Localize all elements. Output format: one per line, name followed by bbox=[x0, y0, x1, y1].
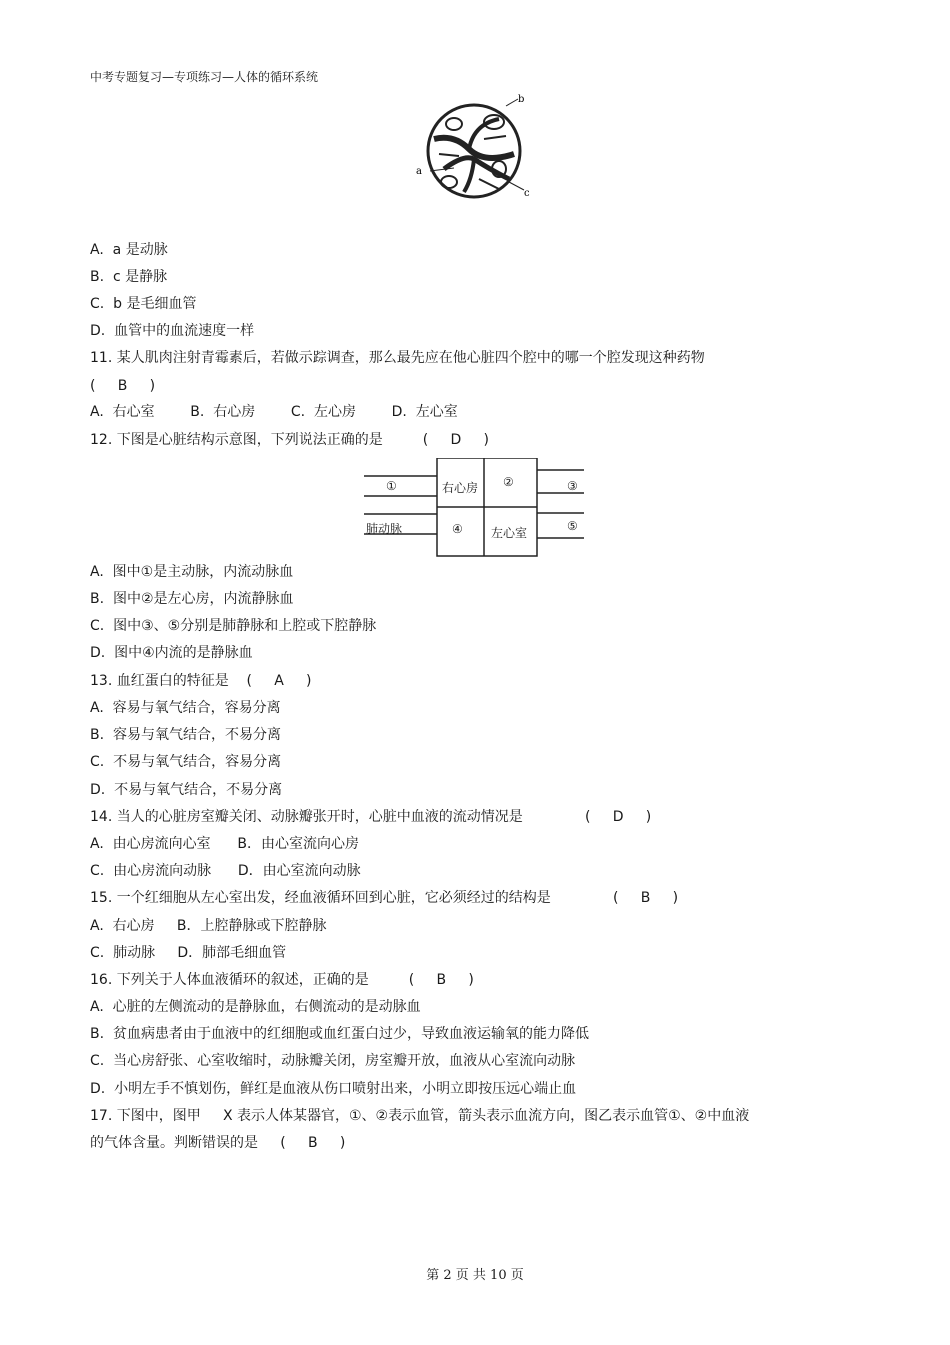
line-16b: B. 贫血病患者由于血液中的红细胞或血红蛋白过少，导致血液运输氧的能力降低 bbox=[90, 1026, 589, 1042]
line-13b: B. 容易与氧气结合，不易分离 bbox=[90, 727, 281, 743]
heart-label-left-ventricle: 左心室 bbox=[491, 526, 528, 540]
label-c: c bbox=[524, 188, 530, 199]
question-12: 12. 下图是心脏结构示意图，下列说法正确的是 ( D ) bbox=[90, 432, 489, 448]
page-footer: 第 2 页 共 10 页 bbox=[426, 1268, 524, 1283]
question-16: 16. 下列关于人体血液循环的叙述，正确的是 ( B ) bbox=[90, 972, 474, 988]
line-16c: C. 当心房舒张、心室收缩时，动脉瓣关闭，房室瓣开放，血液从心室流向动脉 bbox=[90, 1053, 576, 1069]
line-10d: D. 血管中的血流速度一样 bbox=[90, 323, 255, 339]
line-12a: A. 图中①是主动脉，内流动脉血 bbox=[90, 564, 294, 580]
heart-label-3: ③ bbox=[567, 479, 578, 493]
label-b: b bbox=[518, 94, 525, 105]
line-10b: B. c 是静脉 bbox=[90, 269, 168, 285]
line-14cd: C. 由心房流向动脉 D．由心室流向动脉 bbox=[90, 863, 361, 879]
heart-label-right-atrium: 右心房 bbox=[442, 481, 479, 495]
line-14ab: A. 由心房流向心室 B．由心室流向心房 bbox=[90, 836, 359, 852]
heart-label-1: ① bbox=[386, 479, 397, 493]
heart-label-4: ④ bbox=[452, 522, 463, 536]
line-12c: C. 图中③、⑤分别是肺静脉和上腔或下腔静脉 bbox=[90, 618, 377, 634]
line-13c: C. 不易与氧气结合，容易分离 bbox=[90, 754, 282, 770]
line-10a: A. a 是动脉 bbox=[90, 242, 168, 258]
line-15cd: C. 肺动脉 D．肺部毛细血管 bbox=[90, 945, 287, 961]
page-header: 中考专题复习—专项练习—人体的循环系统 bbox=[90, 70, 319, 84]
heart-structure-figure bbox=[364, 458, 584, 558]
question-11: 11. 某人肌肉注射青霉素后，若做示踪调查，那么最先应在他心脏四个腔中的哪一个腔发现这种药物 bbox=[90, 350, 705, 366]
line-12d: D. 图中④内流的是静脉血 bbox=[90, 645, 253, 661]
heart-label-pulmonary-artery: 肺动脉 bbox=[366, 522, 403, 536]
heart-label-2: ② bbox=[503, 475, 514, 489]
line-15ab: A. 右心房 B．上腔静脉或下腔静脉 bbox=[90, 918, 327, 934]
heart-label-5: ⑤ bbox=[567, 519, 578, 533]
line-12b: B. 图中②是左心房，内流静脉血 bbox=[90, 591, 294, 607]
question-17-line2: 的气体含量。判断错误的是 ( B ) bbox=[90, 1135, 346, 1151]
options-11: A. 右心室 B. 右心房 C. 左心房 D. 左心室 bbox=[90, 404, 458, 420]
question-13: 13. 血红蛋白的特征是 ( A ) bbox=[90, 673, 312, 689]
line-16d: D. 小明左手不慎划伤，鲜红是血液从伤口喷射出来，小明立即按压远心端止血 bbox=[90, 1081, 577, 1097]
line-13d: D. 不易与氧气结合，不易分离 bbox=[90, 782, 283, 798]
line-13a: A. 容易与氧气结合，容易分离 bbox=[90, 700, 281, 716]
label-a: a bbox=[416, 166, 422, 177]
answer-11: ( B ) bbox=[90, 378, 156, 394]
line-16a: A. 心脏的左侧流动的是静脉血，右侧流动的是动脉血 bbox=[90, 999, 421, 1015]
question-15: 15. 一个红细胞从左心室出发，经血液循环回到心脏，它必须经过的结构是 ( B ) bbox=[90, 890, 679, 906]
question-14: 14. 当人的心脏房室瓣关闭、动脉瓣张开时，心脏中血液的流动情况是 ( D ) bbox=[90, 809, 652, 825]
line-10c: C. b 是毛细血管 bbox=[90, 296, 197, 312]
blood-vessel-figure bbox=[414, 94, 534, 208]
question-17-line1: 17. 下图中，图甲 X 表示人体某器官，①、②表示血管，箭头表示血流方向，图乙表示血管①、②中血液 bbox=[90, 1108, 750, 1124]
